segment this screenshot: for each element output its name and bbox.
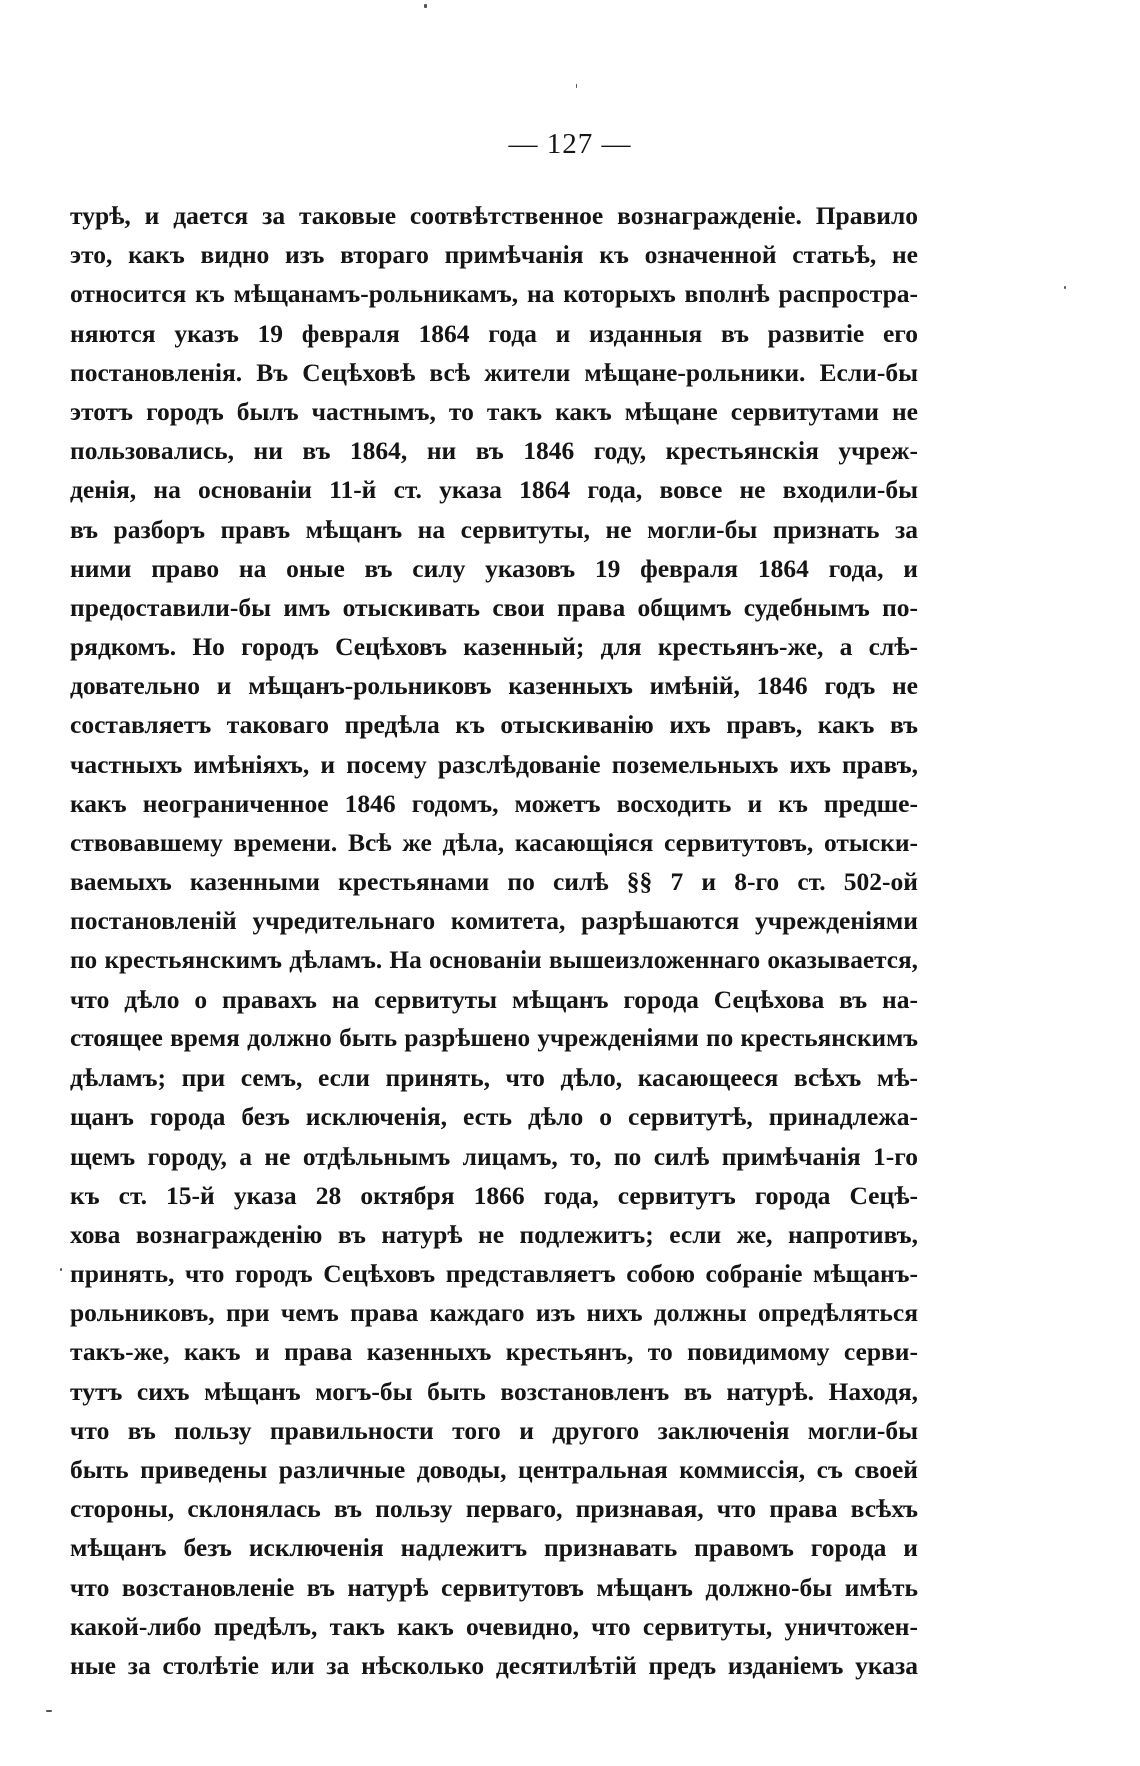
text-line: частныхъ имѣніяхъ, и посему разслѣдованіе поземельныхъ ихъ правъ, [70,749,918,779]
text-line: въ разборъ правъ мѣщанъ на сервитуты, не могли-бы признать за [70,514,918,544]
text-line: щанъ города безъ исключенія, есть дѣло о сервитутѣ, принадлежа- [70,1102,918,1132]
text-line: турѣ, и дается за таковые соотвѣтственное вознагражденіе. Правило [70,201,918,230]
text-line: рольниковъ, при чемъ права каждаго изъ нихъ должны опредѣляться [70,1298,918,1328]
text-line: что дѣло о правахъ на сервитуты мѣщанъ города Сецѣхова въ на- [70,984,918,1014]
text-line: что въ пользу правильности того и другого заключенія могли-бы [70,1415,918,1445]
text-line: стоящее время должно быть разрѣшено учрежденіями по крестьянскимъ [70,1023,918,1052]
text-line: рядкомъ. Но городъ Сецѣховъ казенный; для крестьянъ-же, а слѣ- [70,632,918,662]
page-number: — 127 — [508,128,632,160]
text-line: какъ неограниченное 1846 годомъ, можетъ восходить и къ предше- [70,788,918,818]
text-line: няются указъ 19 февраля 1864 года и изданныя въ развитіе его [70,318,918,348]
text-line: довательно и мѣщанъ-рольниковъ казенныхъ имѣній, 1846 годъ не [70,671,918,701]
text-line: такъ-же, какъ и права казенныхъ крестьянъ, то повидимому серви- [70,1337,918,1367]
text-line: ные за столѣтіе или за нѣсколько десятилѣтій предъ изданіемъ указа [70,1650,918,1680]
text-line: ними право на оные въ силу указовъ 19 февраля 1864 года, и [70,553,918,583]
text-line: предоставили-бы имъ отыскивать свои права общимъ судебнымъ по- [70,592,918,622]
text-line: принять, что городъ Сецѣховъ представляетъ собою собраніе мѣщанъ- [70,1259,918,1289]
text-line: постановленія. Въ Сецѣховѣ всѣ жители мѣщане-рольники. Если-бы [70,357,918,387]
text-line: пользовались, ни въ 1864, ни въ 1846 году, крестьянскія учреж- [70,436,918,466]
scan-speck [576,84,577,88]
text-line: быть приведены различные доводы, центральная коммиссія, съ своей [70,1455,918,1484]
text-line: ствовавшему времени. Всѣ же дѣла, касающіяся сервитутовъ, отыски- [70,828,918,857]
body-text [70,196,918,1685]
text-line: постановленій учредительнаго комитета, разрѣшаются учрежденіями [70,906,918,936]
text-line: хова вознагражденію въ натурѣ не подлежитъ; если же, напротивъ, [70,1219,918,1249]
text-line: мѣщанъ безъ исключенія надлежитъ признавать правомъ города и [70,1533,918,1563]
scan-speck [46,1710,52,1712]
text-line: денія, на основаніи 11-й ст. указа 1864 года, вовсе не входили-бы [70,475,918,505]
text-line: какой-либо предѣлъ, такъ какъ очевидно, что сервитуты, уничтожен- [70,1611,918,1641]
text-line: что возстановленіе въ натурѣ сервитутовъ мѣщанъ должно-бы имѣть [70,1572,918,1602]
text-line: щемъ городу, а не отдѣльнымъ лицамъ, то, по силѣ примѣчанія 1-го [70,1141,918,1171]
scan-speck [60,1268,62,1271]
text-line: ваемыхъ казенными крестьянами по силѣ §§ 7 и 8-го ст. 502-ой [70,867,918,897]
text-line: стороны, склонялась въ пользу перваго, признавая, что права всѣхъ [70,1494,918,1524]
text-line: по крестьянскимъ дѣламъ. На основаніи вышеизложеннаго оказывается, [70,945,918,974]
text-line: составляетъ таковаго предѣла къ отыскиванію ихъ правъ, какъ въ [70,710,918,740]
text-line: этотъ городъ былъ частнымъ, то такъ какъ мѣщане сервитутами не [70,396,918,426]
text-line: къ ст. 15-й указа 28 октября 1866 года, сервитутъ города Сецѣ- [70,1180,918,1210]
text-line: это, какъ видно изъ втораго примѣчанія къ означенной статьѣ, не [70,240,918,270]
text-line: относится къ мѣщанамъ-рольникамъ, на которыхъ вполнѣ распростра- [70,279,918,309]
scan-speck [1064,286,1066,289]
text-line: тутъ сихъ мѣщанъ могъ-бы быть возстановленъ въ натурѣ. Находя, [70,1376,918,1406]
scan-speck [424,4,427,8]
text-line: дѣламъ; при семъ, если принять, что дѣло, касающееся всѣхъ мѣ- [70,1063,918,1093]
